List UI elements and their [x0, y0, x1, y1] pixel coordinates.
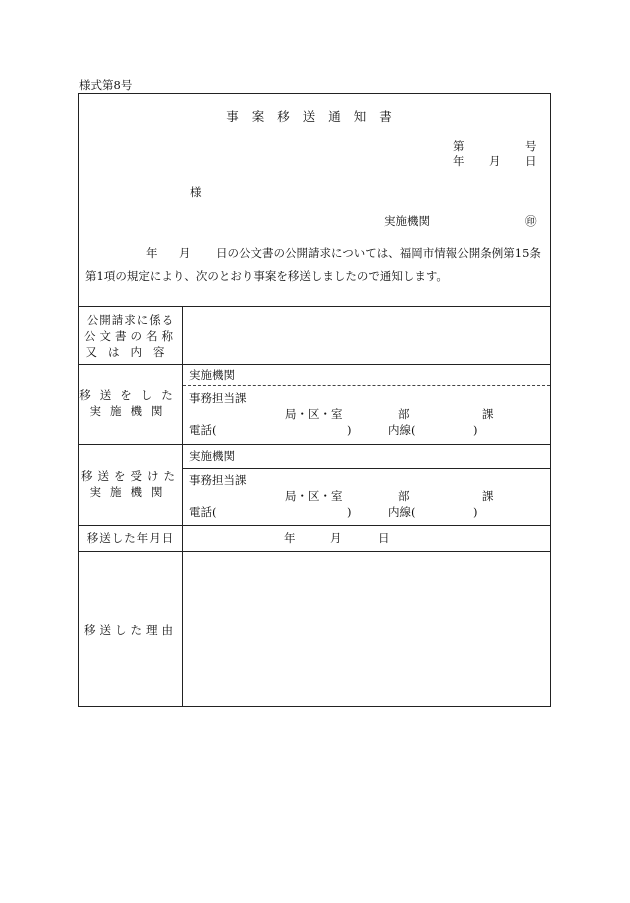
addressee-suffix: 様	[190, 185, 202, 199]
transferee-extension-close: )	[473, 505, 478, 519]
transferee-kyoku: 局・区・室	[285, 489, 343, 503]
transferor-bu: 部	[398, 407, 410, 421]
row-divider	[79, 364, 550, 365]
agency-dashed-divider	[183, 385, 550, 386]
body-year: 年	[146, 246, 158, 260]
body-line2: 第1項の規定により、次のとおり事案を移送しましたので通知します。	[85, 269, 448, 283]
number-go: 号	[525, 139, 537, 153]
date-month: 月	[489, 154, 501, 168]
transferor-label-line2: 実施機関	[89, 404, 172, 418]
reason-label: 移送した理由	[84, 623, 177, 637]
column-divider	[182, 306, 183, 706]
transferee-extension-label: 内線(	[388, 505, 416, 519]
transferor-extension-close: )	[473, 423, 478, 437]
transferor-phone-close: )	[347, 423, 352, 437]
form-number: 様式第8号	[79, 78, 133, 92]
doc-name-label-line3: 又は内容	[85, 345, 176, 359]
transferee-bu: 部	[398, 489, 410, 503]
transferor-label-line1: 移送をした	[79, 388, 182, 402]
doc-name-label-line2: 公文書の名称	[84, 329, 177, 343]
document-title: 事案移送通知書	[226, 109, 405, 124]
table-top-border	[79, 306, 550, 307]
date-day: 日	[525, 154, 537, 168]
transferee-agency-label: 実施機関	[189, 449, 235, 463]
transferor-office-label: 事務担当課	[189, 391, 247, 405]
body-line1: 日の公文書の公開請求については、福岡市情報公開条例第15条	[216, 246, 541, 260]
row-divider	[79, 525, 550, 526]
body-month: 月	[179, 246, 191, 260]
transferee-label-line2: 実施機関	[89, 485, 172, 499]
transferor-extension-label: 内線(	[388, 423, 416, 437]
agency-divider	[183, 468, 550, 469]
row-divider	[79, 444, 550, 445]
seal-mark: ㊞	[525, 214, 537, 228]
transferee-label-line1: 移送を受けた	[81, 469, 180, 483]
transferor-ka: 課	[482, 407, 494, 421]
transferor-agency-label: 実施機関	[189, 368, 235, 382]
transferee-office-label: 事務担当課	[189, 473, 247, 487]
transferee-phone-label: 電話(	[189, 505, 217, 519]
transferee-phone-close: )	[347, 505, 352, 519]
doc-name-label-line1: 公開請求に係る	[86, 313, 175, 327]
issuer-label: 実施機関	[384, 214, 430, 228]
number-dai: 第	[453, 139, 465, 153]
transferee-ka: 課	[482, 489, 494, 503]
transferor-phone-label: 電話(	[189, 423, 217, 437]
transfer-date-day: 日	[378, 531, 390, 545]
row-divider	[79, 551, 550, 552]
notification-form	[78, 93, 551, 707]
date-year: 年	[453, 154, 465, 168]
transferor-kyoku: 局・区・室	[285, 407, 343, 421]
transfer-date-label: 移送した年月日	[86, 531, 175, 545]
transfer-date-month: 月	[330, 531, 342, 545]
transfer-date-year: 年	[284, 531, 296, 545]
